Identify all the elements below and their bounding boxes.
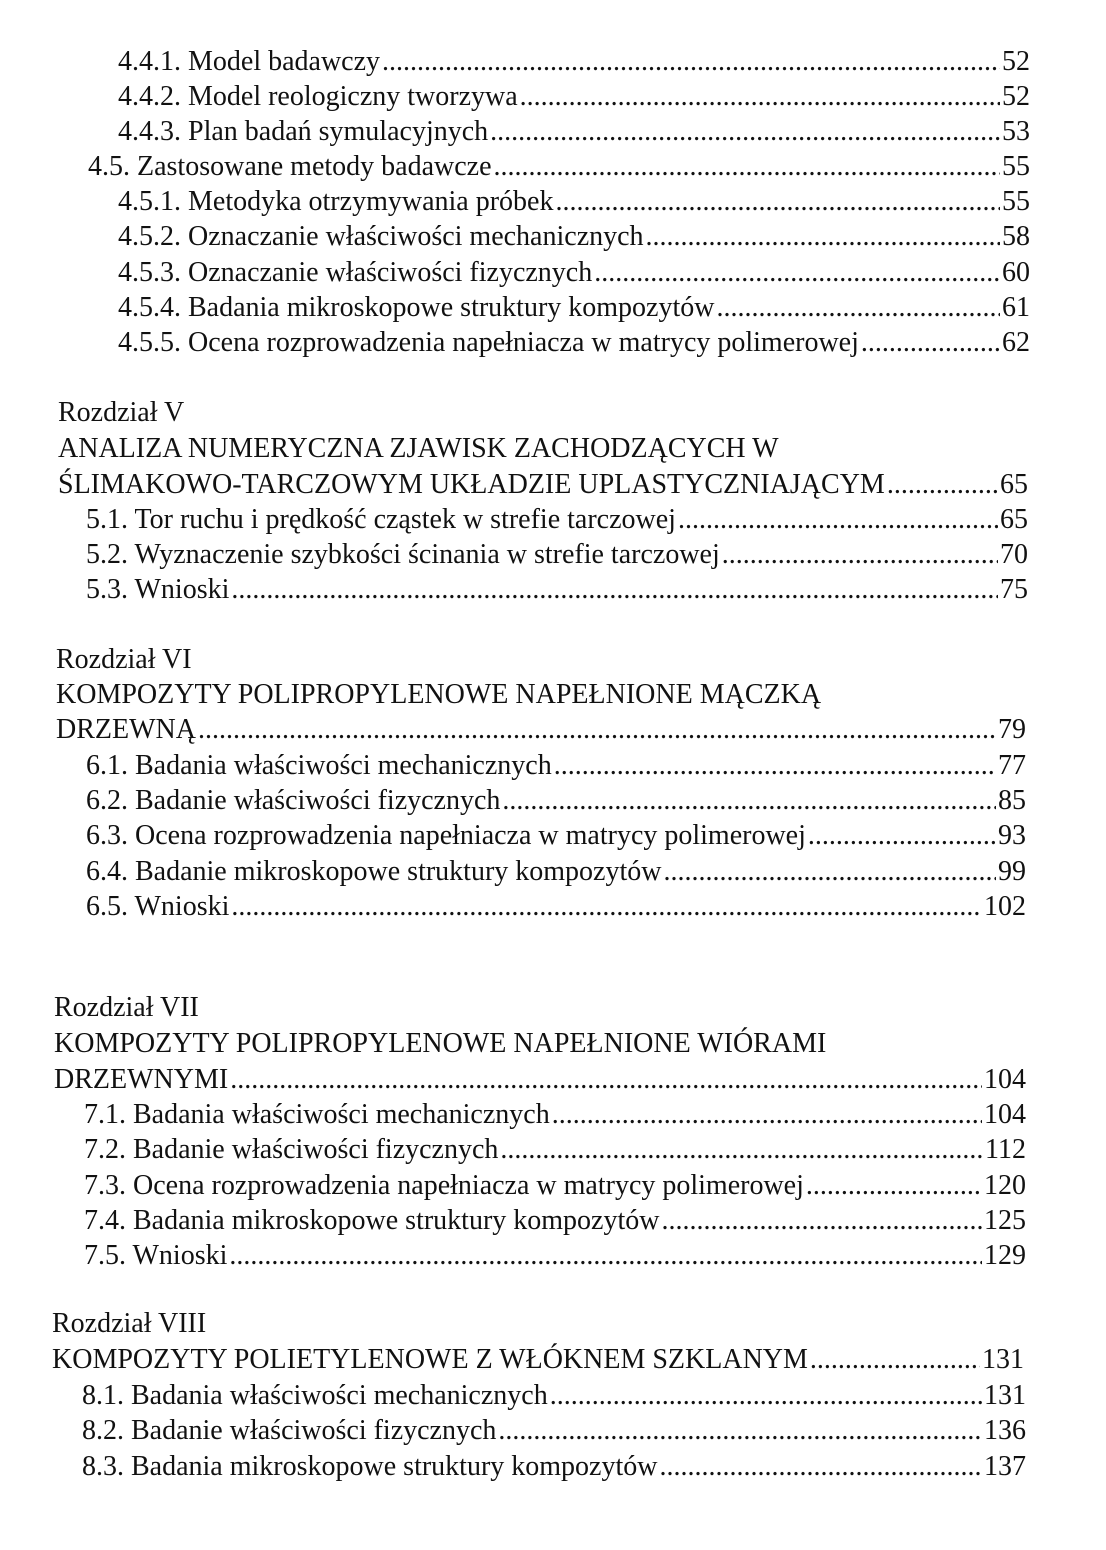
toc-entry-text: 4.5. Zastosowane metody badawcze — [88, 151, 492, 182]
toc-entry-page: 102 — [984, 891, 1026, 922]
dot-leader — [659, 1450, 982, 1484]
toc-entry-text: 6.1. Badania właściwości mechanicznych — [86, 750, 552, 781]
toc-entry-text: 4.4.3. Plan badań symulacyjnych — [118, 116, 489, 147]
dot-leader — [500, 1133, 983, 1167]
chapter-7-label: Rozdział VII — [54, 992, 199, 1023]
chapter-6-title-line1: KOMPOZYTY POLIPROPYLENOWE NAPEŁNIONE MĄCZKĄ — [56, 679, 822, 710]
toc-entry-text: 4.5.4. Badania mikroskopowe struktury kompozytów — [118, 292, 715, 323]
chapter-title-text: ŚLIMAKOWO-TARCZOWYM UKŁADZIE UPLASTYCZNIAJĄCYM — [58, 469, 885, 500]
toc-entry-page: 99 — [998, 856, 1026, 887]
toc-entry-4-5-1 — [118, 185, 1030, 219]
chapter-7-title-line1: KOMPOZYTY POLIPROPYLENOWE NAPEŁNIONE WIÓRAMI — [54, 1028, 827, 1059]
toc-entry-7-2 — [84, 1133, 1026, 1167]
toc-entry-text: 7.3. Ocena rozprowadzenia napełniacza w matrycy polimerowej — [84, 1170, 804, 1201]
toc-entry-8-1 — [82, 1379, 1026, 1413]
toc-entry-text: 4.4.1. Model badawczy — [118, 46, 381, 77]
chapter-7-title-line2 — [54, 1063, 1026, 1097]
dot-leader — [520, 80, 1000, 114]
dot-leader — [861, 326, 1000, 360]
toc-entry-page: 70 — [1000, 539, 1028, 570]
dot-leader — [494, 150, 1000, 184]
toc-entry-page: 58 — [1002, 221, 1030, 252]
dot-leader — [231, 573, 998, 607]
toc-entry-6-3 — [86, 819, 1026, 853]
toc-entry-page: 60 — [1002, 257, 1030, 288]
dot-leader — [555, 185, 1000, 219]
toc-entry-page: 131 — [984, 1380, 1026, 1411]
toc-entry-4-5-5 — [118, 326, 1030, 360]
chapter-title-page: 104 — [984, 1064, 1026, 1095]
toc-entry-4-4-1 — [118, 45, 1030, 79]
toc-entry-7-3 — [84, 1169, 1026, 1203]
toc-entry-text: 7.5. Wnioski — [84, 1240, 228, 1271]
chapter-5-title-line1: ANALIZA NUMERYCZNA ZJAWISK ZACHODZĄCYCH W — [58, 433, 779, 464]
dot-leader — [554, 749, 996, 783]
chapter-8-title — [52, 1343, 1024, 1377]
toc-entry-page: 52 — [1002, 81, 1030, 112]
toc-entry-page: 136 — [984, 1415, 1026, 1446]
toc-entry-text: 7.1. Badania właściwości mechanicznych — [84, 1099, 550, 1130]
toc-entry-text: 4.5.3. Oznaczanie właściwości fizycznych — [118, 257, 593, 288]
dot-leader — [716, 291, 1000, 325]
toc-entry-text: 5.3. Wnioski — [86, 574, 230, 605]
toc-entry-7-1 — [84, 1098, 1026, 1132]
toc-entry-4-5-2 — [118, 220, 1030, 254]
toc-entry-page: 55 — [1002, 186, 1030, 217]
chapter-6-title-line2 — [56, 713, 1026, 747]
dot-leader — [808, 819, 996, 853]
toc-entry-text: 6.5. Wnioski — [86, 891, 230, 922]
dot-leader — [887, 468, 998, 502]
dot-leader — [722, 538, 998, 572]
dot-leader — [678, 503, 998, 537]
toc-entry-page: 77 — [998, 750, 1026, 781]
chapter-5-title-line2 — [58, 468, 1028, 502]
toc-entry-text: 6.2. Badanie właściwości fizycznych — [86, 785, 501, 816]
dot-leader — [661, 1204, 982, 1238]
toc-entry-text: 6.3. Ocena rozprowadzenia napełniacza w matrycy polimerowej — [86, 820, 806, 851]
toc-entry-6-5 — [86, 890, 1026, 924]
dot-leader — [594, 256, 1000, 290]
toc-entry-page: 62 — [1002, 327, 1030, 358]
toc-entry-page: 55 — [1002, 151, 1030, 182]
toc-entry-8-2 — [82, 1414, 1026, 1448]
toc-entry-text: 7.4. Badania mikroskopowe struktury kompozytów — [84, 1205, 660, 1236]
toc-entry-page: 104 — [984, 1099, 1026, 1130]
toc-entry-text: 5.2. Wyznaczenie szybkości ścinania w strefie tarczowej — [86, 539, 720, 570]
dot-leader — [229, 1239, 982, 1273]
toc-entry-4-4-2 — [118, 80, 1030, 114]
toc-entry-page: 120 — [984, 1170, 1026, 1201]
chapter-title-text: DRZEWNYMI — [54, 1064, 229, 1095]
chapter-title-page: 65 — [1000, 469, 1028, 500]
toc-entry-5-1 — [86, 503, 1028, 537]
dot-leader — [646, 220, 1000, 254]
dot-leader — [550, 1379, 982, 1413]
toc-entry-text: 4.5.2. Oznaczanie właściwości mechanicznych — [118, 221, 644, 252]
toc-entry-page: 75 — [1000, 574, 1028, 605]
dot-leader — [490, 115, 1000, 149]
toc-entry-page: 112 — [985, 1134, 1026, 1165]
chapter-6-label: Rozdział VI — [56, 644, 192, 675]
dot-leader — [810, 1343, 980, 1377]
chapter-title-text: DRZEWNĄ — [56, 714, 196, 745]
toc-entry-text: 8.3. Badania mikroskopowe struktury kompozytów — [82, 1451, 658, 1482]
toc-entry-5-2 — [86, 538, 1028, 572]
toc-entry-4-5-4 — [118, 291, 1030, 325]
chapter-5-label: Rozdział V — [58, 397, 185, 428]
dot-leader — [502, 784, 996, 818]
toc-entry-page: 61 — [1002, 292, 1030, 323]
toc-entry-6-2 — [86, 784, 1026, 818]
dot-leader — [231, 890, 982, 924]
toc-entry-7-4 — [84, 1204, 1026, 1238]
toc-entry-text: 8.2. Badanie właściwości fizycznych — [82, 1415, 497, 1446]
toc-entry-4-5 — [88, 150, 1030, 184]
dot-leader — [498, 1414, 982, 1448]
toc-entry-page: 65 — [1000, 504, 1028, 535]
chapter-title-text: KOMPOZYTY POLIETYLENOWE Z WŁÓKNEM SZKLANYM — [52, 1344, 808, 1375]
toc-entry-text: 5.1. Tor ruchu i prędkość cząstek w strefie tarczowej — [86, 504, 676, 535]
toc-entry-7-5 — [84, 1239, 1026, 1273]
dot-leader — [552, 1098, 982, 1132]
toc-entry-6-1 — [86, 749, 1026, 783]
toc-entry-8-3 — [82, 1450, 1026, 1484]
toc-entry-page: 93 — [998, 820, 1026, 851]
toc-entry-page: 137 — [984, 1451, 1026, 1482]
toc-entry-text: 4.5.5. Ocena rozprowadzenia napełniacza w matrycy polimerowej — [118, 327, 859, 358]
toc-entry-text: 8.1. Badania właściwości mechanicznych — [82, 1380, 548, 1411]
toc-entry-text: 4.5.1. Metodyka otrzymywania próbek — [118, 186, 554, 217]
toc-entry-text: 7.2. Badanie właściwości fizycznych — [84, 1134, 499, 1165]
chapter-title-page: 131 — [982, 1344, 1024, 1375]
dot-leader — [806, 1169, 982, 1203]
dot-leader — [382, 45, 1000, 79]
toc-entry-6-4 — [86, 855, 1026, 889]
dot-leader — [198, 713, 996, 747]
toc-entry-page: 85 — [998, 785, 1026, 816]
toc-entry-4-4-3 — [118, 115, 1030, 149]
dot-leader — [230, 1063, 982, 1097]
toc-entry-4-5-3 — [118, 256, 1030, 290]
toc-entry-text: 4.4.2. Model reologiczny tworzywa — [118, 81, 518, 112]
dot-leader — [663, 855, 996, 889]
toc-entry-page: 129 — [984, 1240, 1026, 1271]
toc-entry-text: 6.4. Badanie mikroskopowe struktury kompozytów — [86, 856, 662, 887]
toc-entry-page: 52 — [1002, 46, 1030, 77]
toc-entry-5-3 — [86, 573, 1028, 607]
chapter-title-page: 79 — [998, 714, 1026, 745]
chapter-8-label: Rozdział VIII — [52, 1308, 207, 1339]
toc-entry-page: 53 — [1002, 116, 1030, 147]
toc-entry-page: 125 — [984, 1205, 1026, 1236]
